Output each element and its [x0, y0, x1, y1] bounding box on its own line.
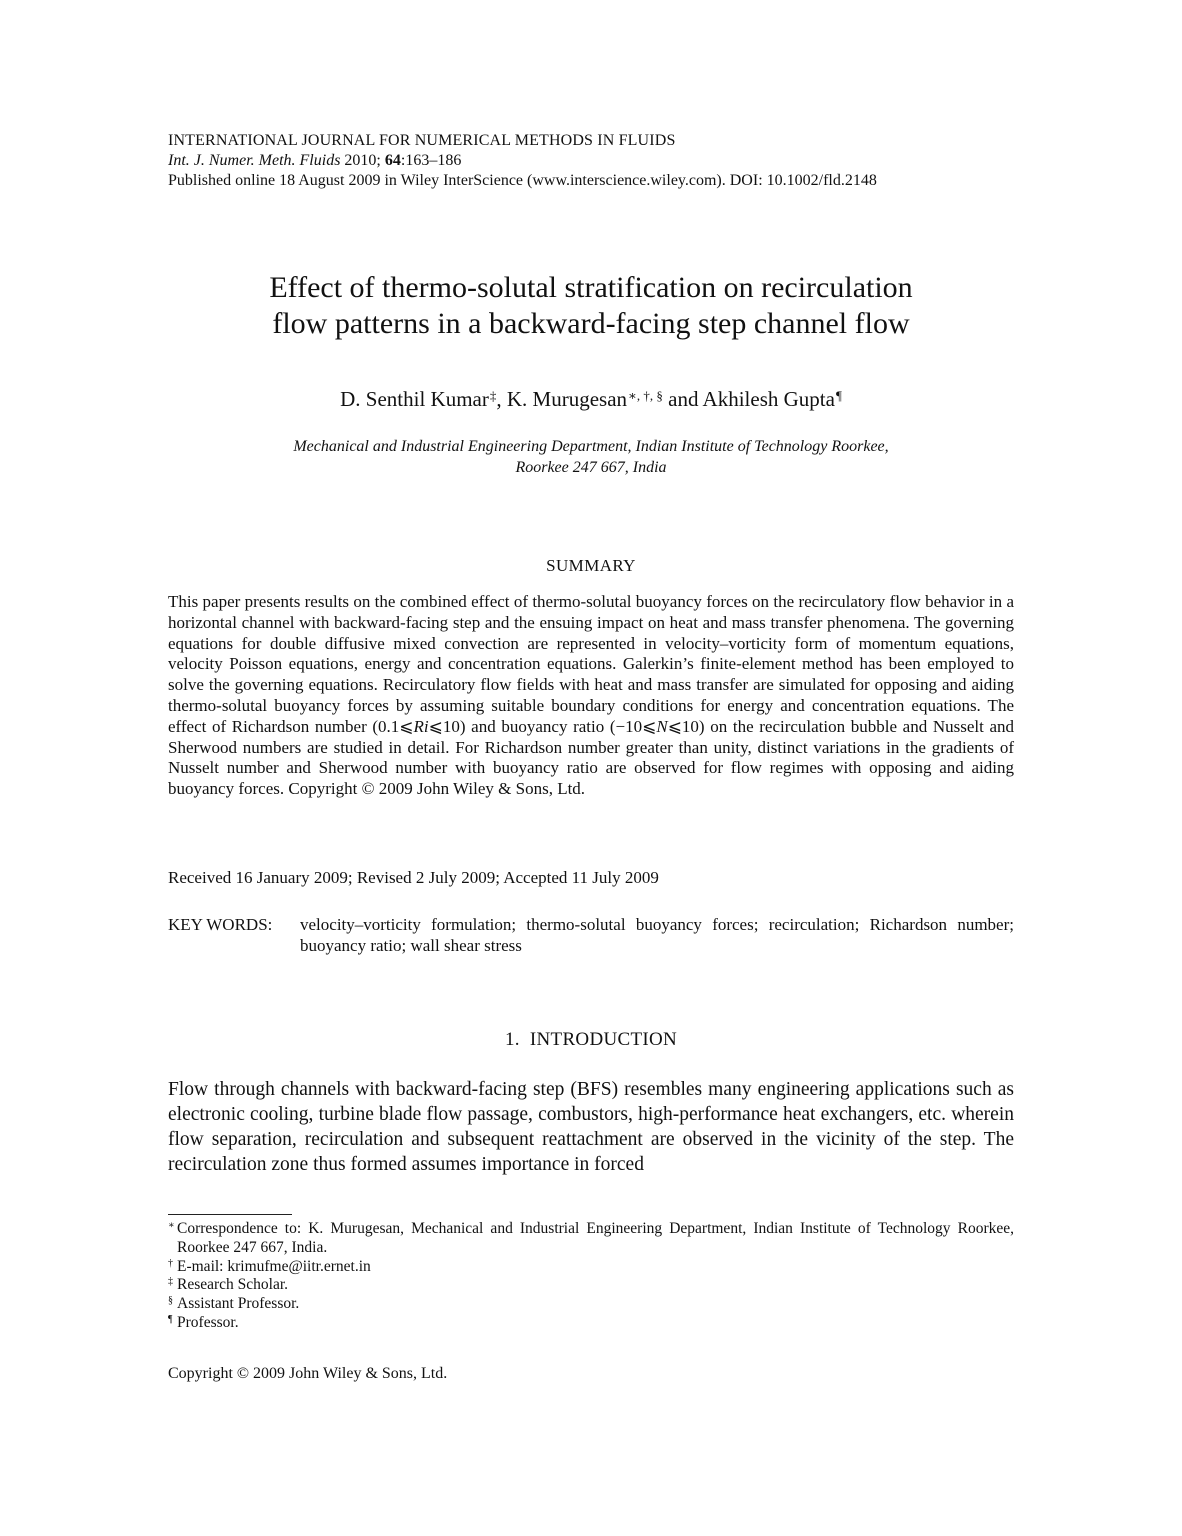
- author-separator: and: [662, 387, 703, 411]
- publication-info: Published online 18 August 2009 in Wiley InterScience (www.interscience.wiley.com). DOI: 10.1002/fld.2148: [168, 172, 877, 189]
- summary-heading: SUMMARY: [546, 556, 636, 575]
- summary-text-part: This paper presents results on the combined effect of thermo-solutal buoyancy forces on the recirculatory flow behavior in a horizontal channel with backward-facing step and the ensuing impact on heat and mass transfer phenomena. The governing equations for double diffusive mixed convection are represented in velocity–vorticity form of momentum equations, velocity Poisson equations, energy and concentration equations. Galerkin’s finite-element method has been employed to solve the governing equations. Recirculatory flow fields with heat and mass transfer are simulated for opposing and aiding thermo-solutal buoyancy forces by assuming suitable boundary conditions for energy and concentration equations. The effect of Richardson number (0.1⩽: [168, 592, 1014, 736]
- summary-text-part: ⩽10) and buoyancy ratio (−10⩽: [428, 716, 657, 736]
- citation-line: [168, 151, 1014, 171]
- footnotes: [168, 1220, 1014, 1333]
- affiliation: [168, 436, 1014, 478]
- footnote: [168, 1258, 1014, 1277]
- richardson-symbol: Ri: [413, 716, 429, 736]
- author-separator: ,: [496, 387, 507, 411]
- footnote-text: Assistant Professor.: [177, 1295, 300, 1313]
- paper-title: [168, 270, 1014, 342]
- author-list: [168, 385, 1014, 413]
- citation-pages: :163–186: [400, 152, 462, 169]
- paper-page: [168, 0, 1014, 1536]
- buoyancy-ratio-symbol: N: [656, 716, 668, 736]
- introduction-text: Flow through channels with backward-facing step (BFS) resembles many engineering applications such as electronic cooling, turbine blade flow passage, combustors, high-performance heat exchangers, etc. wherein flow separation, recirculation and subsequent reattachment are observed in the vicinity of the step. The recirculation zone thus formed assumes importance in forced: [168, 1079, 1014, 1175]
- journal-name: INTERNATIONAL JOURNAL FOR NUMERICAL METHODS IN FLUIDS: [168, 132, 676, 149]
- affiliation-line-2: Roorkee 247 667, India: [515, 459, 667, 476]
- footnote-mark: §: [168, 1295, 173, 1307]
- keywords-label: KEY WORDS:: [168, 915, 273, 934]
- section-heading: 1. INTRODUCTION: [504, 1029, 678, 1050]
- title-line-1: Effect of thermo-solutal stratification on recirculation: [269, 271, 913, 304]
- summary-text: [168, 592, 1014, 800]
- title-line-2: flow patterns in a backward-facing step channel flow: [272, 307, 910, 340]
- footnote-text: Professor.: [177, 1313, 239, 1331]
- footnote: [168, 1220, 1014, 1258]
- author-name: K. Murugesan: [506, 387, 628, 411]
- journal-abbrev: Int. J. Numer. Meth. Fluids: [168, 152, 341, 169]
- footnote-text: Research Scholar.: [177, 1276, 289, 1294]
- footnote-text: Correspondence to: K. Murugesan, Mechanical and Industrial Engineering Department, Indian Institute of Technology Roorkee, Roorkee 247 667, India.: [177, 1220, 1014, 1256]
- journal-header: [168, 131, 1014, 191]
- author-name: D. Senthil Kumar: [340, 387, 489, 411]
- keywords-text: velocity–vorticity formulation; thermo-solutal buoyancy forces; recirculation; Richardson number; buoyancy ratio; wall shear stress: [300, 915, 1014, 955]
- citation-volume: 64: [384, 152, 401, 169]
- footnote-mark: †: [168, 1257, 173, 1269]
- footnote-text: E-mail: krimufme@iitr.ernet.in: [177, 1257, 371, 1275]
- affiliation-line-1: Mechanical and Industrial Engineering Department, Indian Institute of Technology Roorkee,: [293, 438, 889, 455]
- citation-year: 2010;: [340, 152, 385, 169]
- author-affiliation-mark: ‡: [489, 388, 497, 403]
- keywords: [168, 914, 1014, 956]
- author-affiliation-mark: ∗, †, §: [628, 388, 663, 403]
- footnote-divider: [168, 1214, 292, 1215]
- summary-text-part: ⩽10) on the recirculation bubble and Nusselt and Sherwood numbers are studied in detail. For Richardson number greater than unity, distinct variations in the gradients of Nusselt number and Sherwood number with buoyancy ratio are observed for flow regimes with opposing and aiding buoyancy forces. Copyright © 2009 John Wiley & Sons, Ltd.: [168, 716, 1014, 799]
- footnote: [168, 1314, 1014, 1333]
- copyright-notice: Copyright © 2009 John Wiley & Sons, Ltd.: [168, 1365, 448, 1382]
- received-dates: Received 16 January 2009; Revised 2 July 2009; Accepted 11 July 2009: [168, 868, 659, 887]
- author-affiliation-mark: ¶: [835, 388, 842, 403]
- footnote-mark: ‡: [168, 1276, 173, 1288]
- footnote: [168, 1276, 1014, 1295]
- author-name: Akhilesh Gupta: [702, 387, 835, 411]
- footnote: [168, 1295, 1014, 1314]
- footnote-mark: ∗: [168, 1220, 175, 1231]
- footnote-mark: ¶: [168, 1313, 173, 1325]
